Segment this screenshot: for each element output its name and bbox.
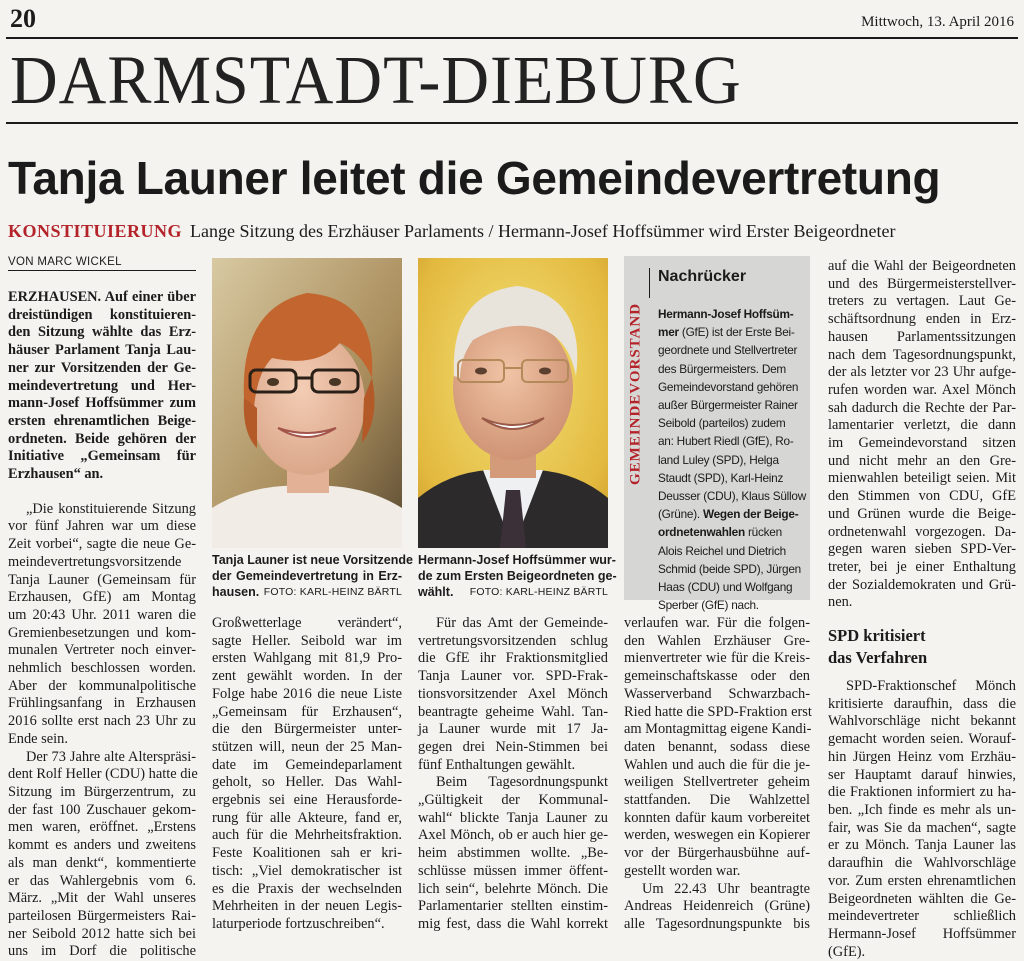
caption-photo-1-line-last (212, 584, 402, 600)
text-line: (GfE). (828, 943, 866, 960)
text-line: date im Gemeindeparlament (212, 756, 402, 773)
text-line: nach dem Tagesordnungspunkt, (828, 346, 1016, 363)
infobox-line (658, 432, 806, 450)
infobox-body (658, 305, 806, 614)
text-line: gegen waren sieben SPD-Ver- (828, 541, 1016, 558)
infobox-line-text: ordnetenwahlen (658, 525, 745, 540)
text-line: März. „Mit der Wahl unseres (8, 890, 196, 907)
caption-photo-1-line: der Gemeindevertretung in Erz- (212, 569, 402, 583)
text-line: auf die Wahl der Beigeordneten (828, 258, 1016, 274)
text-line: sagte Heller. Seibold war im (212, 632, 402, 649)
text-line: daraufhin die Wahlvorschläge (828, 855, 1016, 872)
text-line: kommt es anders und zweitens (8, 837, 196, 854)
article-subheadline-row (8, 221, 896, 242)
caption-photo-1-end: hausen. (212, 585, 260, 599)
text-line: Aber der kommunalpolitische (8, 677, 196, 694)
text-line: und des Bürgermeisterstellver- (828, 275, 1016, 292)
article-kicker: KONSTITUIERUNG (8, 221, 183, 241)
text-line: den Stimmen von CDU, GfE (828, 488, 1016, 505)
infobox-line-text: geordnete und Stellvertreter (658, 343, 798, 358)
article-subheadline: Lange Sitzung des Erzhäuser Parlaments / Hermann-Josef Hoffsümmer wird Erster Beigeordneter (190, 221, 896, 241)
text-line: tisch: „Viel demokratischer ist (212, 862, 402, 879)
text-line: der Sozialdemokraten und Grü- (828, 576, 1016, 593)
column-3 (418, 615, 608, 934)
byline: VON MARC WICKEL (8, 256, 196, 271)
text-line: Großwetterlage verändert“, (212, 615, 402, 631)
infobox-side-label (624, 256, 648, 600)
text-line: ner Seibold 2012 hatte sich bei (8, 925, 196, 942)
text-line: tionsvorsitzender Axel Mönch (418, 685, 608, 702)
text-line: mienvertreter wie für die Kreis- (624, 650, 810, 667)
text-line: „Gemeinsam für Erzhausen“, (212, 703, 402, 720)
text-line: kritisierte daraufhin, dass die (828, 695, 1016, 712)
text-line: Parlamentarier stellten einstim- (418, 898, 608, 915)
caption-photo-1 (212, 552, 413, 600)
article-headline: Tanja Launer leitet die Gemeindevertretung (8, 152, 941, 204)
infobox-line (658, 596, 806, 614)
text-line: ersten Wahlgang mit 81,9 Pro- (212, 650, 402, 667)
text-line: weiligen Stellvertreter geheim (624, 774, 810, 791)
text-line: es die Praxis der wechselnden (212, 880, 402, 897)
text-line: mig fest, dass die Wahl korrekt (418, 915, 608, 932)
top-rule (6, 37, 1018, 39)
text-line: schlüsse müssen immer öffent- (418, 862, 608, 879)
page-number: 20 (10, 4, 36, 33)
text-line: rung für alle Akteure, fand er, (212, 809, 402, 826)
caption-photo-2-line: Hermann-Josef Hoffsümmer wur- (418, 553, 616, 567)
infobox-line (658, 451, 806, 469)
text-line: dent Rolf Heller (CDU) hatte die (8, 766, 198, 783)
text-line: parteilosen Bürgermeisters Rai- (8, 907, 196, 924)
text-line: den Sitzung wählte das Erz- (8, 324, 196, 341)
text-line: die den Bürgermeister unter- (212, 721, 402, 738)
column-4 (624, 615, 810, 934)
infobox-line-text: Haas (CDU) und Wolfgang (658, 580, 793, 595)
infobox-line-text: Staudt (SPD), Karl-Heinz (658, 470, 784, 485)
infobox-line-text: Schmid (beide SPD), Jürgen (658, 561, 801, 576)
text-line: der fast 100 Zuschauer gekom- (8, 801, 196, 818)
text-line: nehmlich beschlossen worden. (8, 660, 196, 677)
text-line: gegen drei Nein-Stimmen bei (418, 738, 608, 755)
text-line: heim abstimmen wollte. „Be- (418, 845, 608, 862)
infobox-line-text: des Bürgermeisters. Dem (658, 361, 786, 376)
text-line: ner zur Vorsitzenden der Ge- (8, 359, 196, 376)
text-line: beantragte geheime Wahl. Tan- (418, 703, 608, 720)
text-line: hausen Parlamentssitzungen (828, 328, 1016, 345)
text-line: meindevertreter schließlich (828, 908, 1016, 925)
infobox-title: Nachrücker (658, 268, 747, 285)
text-line: Ende sein. (8, 730, 68, 747)
infobox-line-text: Gemeindevorstand gehören (658, 379, 799, 394)
infobox-line (658, 523, 806, 541)
text-line: rufen worden war. Axel Mönch (828, 381, 1016, 398)
infobox-line (658, 396, 806, 414)
text-line: im Gemeindevorstand sitzen (828, 435, 1016, 452)
photo-hermann-josef-hoffsuemmer (418, 258, 608, 548)
infobox-line (658, 305, 806, 323)
text-line: und Grünen wurde die Beige- (828, 505, 1016, 522)
column-5 (828, 258, 1016, 961)
text-line: Axel Mönch, ob er auch hier ge- (418, 827, 608, 844)
infobox-line-rest: rücken (744, 525, 782, 540)
text-line: konnten dafür kaum vorbereitet (624, 809, 810, 826)
text-line: Frühlingsanfang in Erzhausen (8, 695, 196, 712)
text-line: munalen Vertreter noch einver- (8, 642, 196, 659)
infobox-line-bold-rest: Wegen der Beige- (699, 507, 799, 522)
text-line: gemeinschaftskasse oder den (624, 668, 810, 685)
text-line: lamentarier verletzt, die dann (828, 417, 1016, 434)
text-line: laturperiode fortzuschreiben“. (212, 915, 385, 932)
text-line: Andreas Heidenreich (Grüne) (624, 898, 810, 915)
column-3-paragraph-1 (418, 615, 608, 774)
text-line: Ried hatte die SPD-Fraktion erst (624, 703, 812, 720)
infobox-line-text: an: Hubert Riedl (GfE), Ro- (658, 434, 794, 449)
infobox-line-text: Sperber (GfE) nach. (658, 598, 759, 613)
text-line: mienwahlen beteiligt seien. Mit (828, 470, 1016, 487)
text-line: nen. (828, 594, 853, 611)
text-line: um 20:43 Uhr. 2011 waren die (8, 606, 196, 623)
photo-credit-1: FOTO: KARL-HEINZ BÄRTL (263, 586, 402, 598)
text-line: ja Launer wurde mit 17 Ja- (418, 721, 608, 738)
text-line: gemacht worden seien. Worauf- (828, 731, 1016, 748)
text-line: mann-Josef Hoffsümmer zum (8, 395, 196, 412)
infobox-line (658, 542, 806, 560)
infobox-line (658, 341, 806, 359)
issue-date: Mittwoch, 13. April 2016 (861, 14, 1014, 30)
infobox-line-text: mer (658, 325, 679, 340)
text-line: Zeit vorbei“, sagte die neue Ge- (8, 536, 196, 553)
text-line: den Wahlen Erzhäuser Gre- (624, 632, 810, 649)
text-line: uns im Dorf die politische (8, 943, 196, 960)
text-line: Um 22.43 Uhr beantragte (642, 880, 810, 897)
text-line: Für das Amt der Gemeinde- (436, 615, 608, 631)
infobox-line (658, 323, 806, 341)
caption-photo-2-line: de zum Ersten Beigeordneten ge- (418, 569, 617, 583)
text-line: SPD-Fraktionschef Mönch (846, 678, 1016, 695)
column-4-paragraph-1 (624, 615, 810, 881)
text-line: ordnetenwahl vorgezogen. Da- (828, 523, 1016, 540)
text-line: fünf Enthaltungen gewählt. (418, 756, 576, 773)
text-line: sah dadurch die Rechte der Par- (828, 399, 1016, 416)
infobox-line-text: Seibold (parteilos) zudem (658, 416, 786, 431)
text-line: Der 73 Jahre alte Alterspräsi- (26, 748, 196, 765)
infobox-line-text: land Luley (SPD), Helga (658, 452, 779, 467)
infobox-line (658, 360, 806, 378)
text-line: die GfE ihr Fraktionsmitglied (418, 650, 608, 667)
caption-photo-2-line-last (418, 584, 608, 600)
infobox-line (658, 505, 806, 523)
column-2 (212, 615, 402, 934)
text-line: vertretungsvorsitzenden schlug (418, 632, 608, 649)
portrait-man-image (418, 258, 608, 548)
text-line: dreistündigen konstituieren- (8, 306, 196, 323)
text-line: ordneten. Beide gehören der (8, 430, 196, 447)
text-line: „Gültigkeit der Kommunal- (418, 792, 608, 809)
column-5-paragraph-1 (828, 258, 1016, 612)
masthead-rule (6, 122, 1018, 124)
text-line: ERZHAUSEN. Auf einer über (8, 289, 196, 305)
photo-credit-2: FOTO: KARL-HEINZ BÄRTL (469, 586, 608, 598)
text-line: schäftsordnung enden in Erz- (828, 311, 1016, 328)
infobox-line (658, 378, 806, 396)
portrait-woman-image (212, 258, 402, 548)
text-line: der als letzter vor 23 Uhr aufge- (828, 364, 1016, 381)
infobox-side-text: GEMEINDEVORSTAND (627, 302, 644, 486)
caption-photo-1-line: Tanja Launer ist neue Vorsitzende (212, 553, 413, 567)
text-line: wahl“ blickte Tanja Launer zu (418, 809, 608, 826)
text-line: als man denkt“, kommentierte (8, 854, 196, 871)
text-line: stattfanden. Die Wahlzettel (624, 792, 810, 809)
text-line: gestellt worden war. (624, 862, 741, 879)
text-line: ser Hauptamt darauf hinwies, (828, 766, 1016, 783)
text-line: auch für die Mehrheitsfraktion. (212, 827, 402, 844)
section-masthead: DARMSTADT-DIEBURG (10, 41, 742, 119)
text-line: Wahlvorschläge nicht bekannt (828, 713, 1016, 730)
text-line: Erzhausen“ an. (8, 466, 104, 483)
text-line: am Montagmittag eigene Kandi- (624, 721, 812, 738)
infobox-line (658, 578, 806, 596)
column-1 (8, 289, 196, 961)
text-line: häuser Parlament Tanja Lau- (8, 342, 196, 359)
text-line: er das Wahlergebnis vom 6. (8, 872, 196, 889)
text-line: fair, was Sie da machen“, sagte (828, 819, 1016, 836)
article-body-col1 (8, 501, 196, 961)
text-line: die Fraktionen informiert zu ha- (828, 784, 1016, 801)
text-line: Erzhausen, GfE) am Montag (8, 589, 196, 606)
text-line: ersten ehrenamtlichen Beige- (8, 412, 196, 429)
text-line: geholt, so Heller. Das Wahl- (212, 774, 402, 791)
text-line: verlaufen war. Für die folgen- (624, 615, 810, 631)
text-line: ergebnis sei eine Herausforde- (212, 792, 402, 809)
text-line: ben. „Ich finde es mehr als un- (828, 801, 1016, 818)
text-line: alle Tagesordnungspunkte bis (624, 915, 810, 932)
infobox-line-rest: (GfE) ist der Erste Bei- (678, 325, 795, 340)
text-line: meindevertretungsvorsitzende (8, 553, 182, 570)
text-line: daten benannt, sodass diese (624, 738, 810, 755)
infobox-divider (649, 268, 650, 298)
text-line: werden, weswegen ein Kopierer (624, 827, 810, 844)
text-line: stützen will, neun der 25 Man- (212, 738, 402, 755)
text-line: Folge habe 2016 die neue Liste (212, 685, 402, 702)
text-line: Wasserverband Schwarzbach- (624, 685, 810, 702)
text-line: vor. Zum ersten ehrenamtlichen (828, 872, 1016, 889)
infobox-line (658, 487, 806, 505)
text-line: Tanja Launer vor. SPD-Frak- (418, 668, 608, 685)
text-line: Beigeordneten wählten die Ge- (828, 890, 1016, 907)
text-line: er zu Mönch. Tanja Launer las (828, 837, 1016, 854)
text-line: Sitzung im Bürgerzentrum, zu (8, 783, 196, 800)
column-4-paragraph-2 (624, 881, 810, 934)
text-line: zent gewählt worden. In der (212, 668, 402, 685)
article-lead (8, 289, 196, 484)
text-line: lich sein“, belehrte Mönch. Die (418, 880, 608, 897)
infobox-line-text: (Grüne). (658, 507, 700, 522)
infobox-nachruecker (624, 256, 810, 613)
infobox-line (658, 560, 806, 578)
infobox-line (658, 469, 806, 487)
text-line: Tanja Launer (Gemeinsam für (8, 571, 196, 588)
text-line: und nicht mehr an den Gre- (828, 452, 1016, 469)
subhead-line: das Verfahren (828, 648, 928, 668)
infobox-line-text: außer Bürgermeister Rainer (658, 398, 798, 413)
text-line: men waren, eröffnet. „Erstens (8, 819, 196, 836)
text-line: Initiative „Gemeinsam für (8, 448, 196, 465)
text-line: treters zu vertagen. Laut Ge- (828, 293, 1016, 310)
text-line: Beim Tagesordnungspunkt (436, 774, 608, 791)
infobox-line-text: Hermann-Josef Hoffsüm- (658, 307, 794, 321)
text-line: treter, bei je einer Enthaltung (828, 558, 1016, 575)
text-line: vor fünf Jahren war um diese (8, 518, 196, 535)
subhead-line: SPD kritisiert (828, 626, 926, 646)
infobox-line (658, 414, 806, 432)
text-line: meindevertretung und Her- (8, 377, 196, 394)
text-line: Feste Koalitionen sah er kri- (212, 845, 402, 862)
infobox-line-text: Deusser (CDU), Klaus Süllow (658, 489, 806, 504)
column-5-paragraph-2 (828, 678, 1016, 961)
text-line: vor der Bürgerhausbühne auf- (624, 845, 810, 862)
text-line: hin Jürgen Heinz vom Erzhäu- (828, 748, 1016, 765)
text-line: 2016 sollte erst nach 23 Uhr zu (8, 713, 196, 730)
text-line: „Die konstituierende Sitzung (26, 500, 196, 517)
caption-photo-2 (418, 552, 617, 600)
column-3-paragraph-2 (418, 774, 608, 933)
text-line: Mehrheiten in der neuen Legis- (212, 898, 402, 915)
photo-tanja-launer (212, 258, 402, 548)
subhead-spd (828, 625, 1016, 669)
text-line: Gremienbesetzungen und kom- (8, 624, 196, 641)
text-line: Hermann-Josef Hoffsümmer (828, 925, 1016, 942)
infobox-line-text: Alois Reichel und Dietrich (658, 543, 786, 558)
caption-photo-2-end: wählt. (418, 585, 454, 599)
text-line: Wahlen und auch die für die je- (624, 756, 810, 773)
